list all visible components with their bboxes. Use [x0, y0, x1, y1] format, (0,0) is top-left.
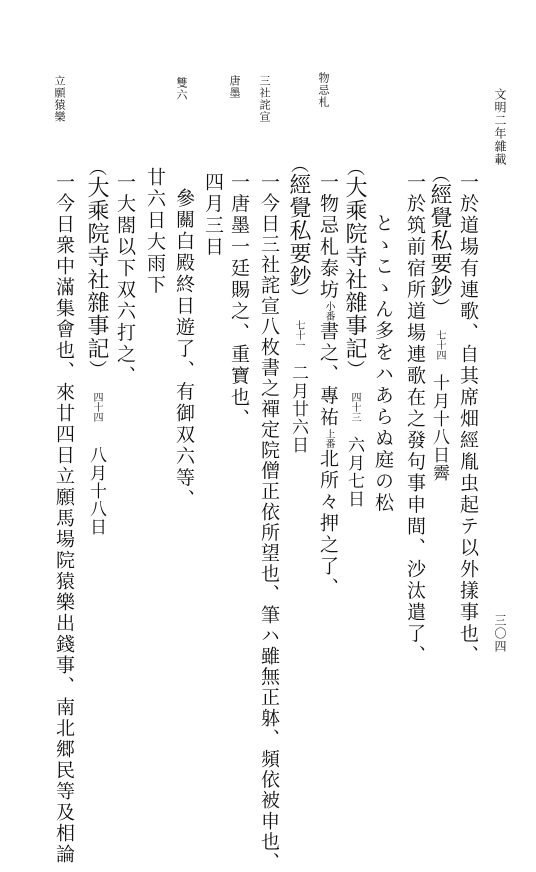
margin-note-ritsugan: 立願猿樂	[53, 75, 66, 123]
bracket-close: ）	[86, 360, 107, 378]
volume-note: 四十三	[349, 392, 360, 422]
bracket-open: （	[344, 158, 365, 176]
volume-note: 七十一	[293, 320, 304, 350]
running-title: 文明二年雜載	[493, 88, 507, 166]
source-heading-3	[287, 155, 309, 454]
margin-note-sansha: 三社詫宣	[258, 75, 271, 123]
text-segment: 一物忌札泰坊	[317, 172, 339, 301]
poem-line: とゝこゝん多をハあらぬ庭の松	[372, 213, 394, 514]
text-column-12: 廿六日大雨下	[144, 167, 166, 296]
text-column-1: 一於道場有連歌、自其席畑經胤虫起テ以外㨾事也、	[457, 172, 479, 667]
text-column-8: 一今日三社詫宣八枚書之禪定院僧正依所望也、筆ハ雖無正躰、頻依被申也、	[258, 172, 280, 872]
source-title: 經覺私要鈔	[427, 183, 452, 298]
bracket-open: （	[86, 158, 107, 176]
text-column-13: 一大閤以下双六打之、	[114, 172, 136, 387]
source-title: 大乘院寺社雜事記	[84, 176, 109, 360]
margin-note-monoimi: 物忌札	[317, 72, 330, 108]
entry-date: 十月十八日	[429, 374, 449, 464]
page-number: 三〇四	[493, 614, 507, 653]
text-column-11: 參關白殿終日遊了、有御双六等、	[173, 188, 195, 511]
entry-date: 二月廿六日	[288, 364, 308, 454]
interlinear-note: 上番	[323, 428, 334, 449]
margin-note-karasumi: 唐墨	[228, 75, 241, 99]
source-heading-2	[343, 158, 365, 508]
text-segment: 北所々押之了、	[317, 448, 339, 599]
source-title: 大乘院寺社雜事記	[342, 176, 367, 360]
source-heading-1	[428, 165, 450, 482]
interlinear-note: 小番	[323, 301, 334, 321]
volume-note: 七十四	[434, 330, 445, 360]
text-column-6	[318, 172, 337, 599]
text-column-10: 四月三日	[202, 172, 224, 258]
source-title: 經覺私要鈔	[286, 173, 311, 288]
source-heading-4	[85, 158, 107, 536]
bracket-close: ）	[288, 288, 309, 306]
bracket-open: （	[429, 165, 450, 183]
text-segment: 書之、專祐	[317, 321, 339, 429]
volume-note: 四十四	[91, 392, 102, 422]
bracket-open: （	[288, 155, 309, 173]
margin-note-sugoroku: 雙六	[175, 77, 188, 101]
text-column-3: 一於筑前宿所道場連歌在之發句事申間、沙汰遣了、	[404, 172, 426, 667]
weather: 霽	[429, 464, 449, 482]
text-column-15: 一今日衆中滿集會也、來廿四日立願馬場院猿樂出錢事、南北郷民等及相論	[53, 172, 75, 865]
entry-date: 六月七日	[344, 436, 364, 508]
text-column-9: 一唐墨一廷賜之、重寶也、	[228, 172, 250, 430]
bracket-close: ）	[344, 360, 365, 378]
entry-date: 八月十八日	[86, 446, 106, 536]
bracket-close: ）	[429, 298, 450, 316]
